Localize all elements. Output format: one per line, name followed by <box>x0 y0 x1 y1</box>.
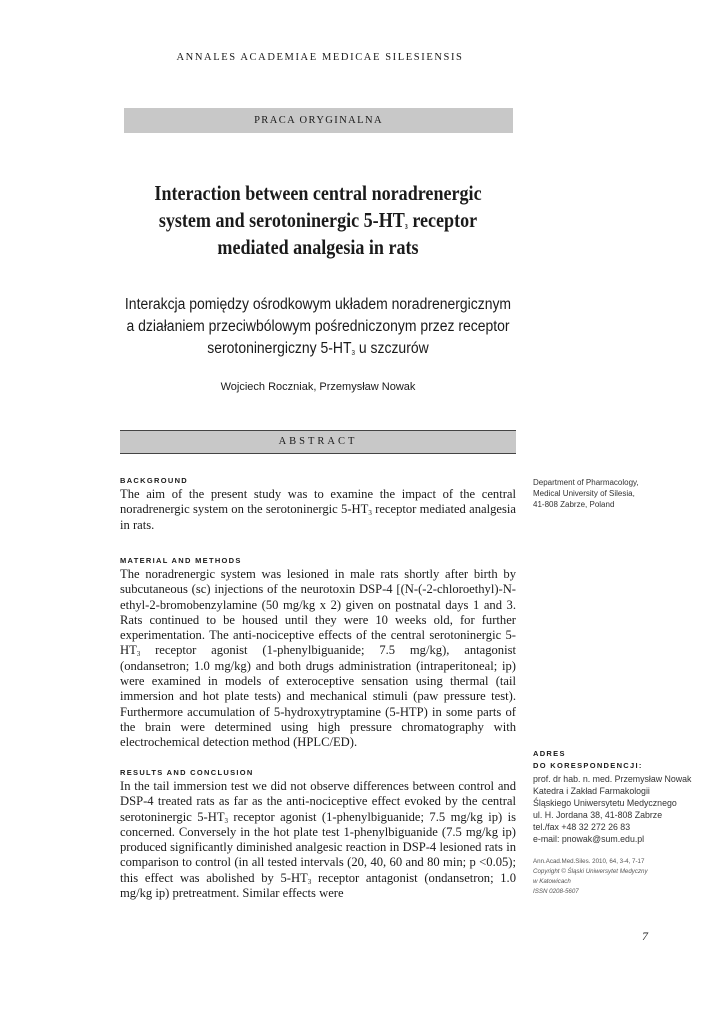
abstract-banner: ABSTRACT <box>120 430 516 454</box>
results-subscript-2: 3 <box>307 877 312 886</box>
results-text-start: In the tail immersion test we did not observe differences between control and DSP-4 treated rats as far as the anti-nociceptive effect evoked by the central serotoninergic 5-HT <box>120 779 516 824</box>
results-text-middle: receptor agonist (1-phenylbiguanide; 7.5 mg/kg ip) is concerned. Conversely in the hot plate test 1-phenylbiguanide (7.5 mg/kg ip) produced significantly diminished analgesic reaction in DSP-4 lesioned rats in comparison to control (in all tested intervals (20, 40, 60 and 80 min; p <0.05); this effect was abolished by 5-HT <box>120 809 516 885</box>
results-text <box>120 779 516 901</box>
title-pl-line-3-end: u szczurów <box>355 340 429 357</box>
background-text-end: receptor mediated analgesia in rats. <box>120 502 517 532</box>
article-title-polish <box>122 294 514 360</box>
correspondence-heading-line-1: ADRES <box>533 749 566 758</box>
copyright-line: w Katowicach <box>533 878 571 885</box>
authors: Wojciech Roczniak, Przemysław Nowak <box>220 381 416 393</box>
title-line-1: Interaction between central noradrenergic <box>154 181 482 205</box>
background-text <box>120 487 516 533</box>
correspondence-line: Śląskiego Uniwersytetu Medycznego <box>533 798 677 808</box>
methods-text-start: The noradrenergic system was lesioned in male rats shortly after birth by subcutaneous (sc) injections of the neurotoxin DSP-4 [(N-(-2-chloroethyl)-N-ethyl-2-bromobenzylamine (50 mg/kg x 2) given on postnatal days 1 and 3. Rats continued to be housed until they were 10 weeks old, for further experimentation. The anti-nociceptive effects of the central serotoninergic 5-HT <box>120 567 516 658</box>
background-subscript: 3 <box>368 509 372 518</box>
title-pl-line-3-text: serotoninergiczny 5-HT <box>207 340 352 357</box>
copyright-line: Copyright © Śląski Uniwersytet Medyczny <box>533 868 648 875</box>
title-line-2-text: system and serotoninergic 5-HT <box>158 208 405 232</box>
issn: ISSN 0208-5607 <box>533 888 579 895</box>
affiliation-line: Medical University of Silesia, <box>533 489 635 498</box>
correspondence-heading <box>533 748 643 772</box>
methods-subscript: 3 <box>136 650 141 659</box>
methods-heading: MATERIAL AND METHODS <box>120 556 242 565</box>
title-pl-subscript: 3 <box>351 350 356 357</box>
citation-info <box>533 857 693 897</box>
title-line-2-end: receptor <box>407 208 478 232</box>
article-type-banner: PRACA ORYGINALNA <box>124 108 513 133</box>
citation-reference: Ann.Acad.Med.Siles. 2010, 64, 3-4, 7-17 <box>533 858 645 865</box>
correspondence-line: ul. H. Jordana 38, 41-808 Zabrze <box>533 810 663 820</box>
journal-name: ANNALES ACADEMIAE MEDICAE SILESIENSIS <box>176 52 464 63</box>
correspondence-line: prof. dr hab. n. med. Przemysław Nowak <box>533 774 692 784</box>
page-number: 7 <box>642 929 648 943</box>
correspondence-email: e-mail: pnowak@sum.edu.pl <box>533 834 645 844</box>
title-line-2 <box>148 207 489 234</box>
correspondence-line: tel./fax +48 32 272 26 83 <box>533 822 631 832</box>
title-line-3: mediated analgesia in rats <box>217 235 419 259</box>
title-subscript: 3 <box>404 223 408 231</box>
results-subscript: 3 <box>224 816 229 825</box>
background-heading: BACKGROUND <box>120 476 188 485</box>
results-heading: RESULTS AND CONCLUSION <box>120 768 254 777</box>
correspondence-address <box>533 773 693 845</box>
affiliation-line: Department of Pharmacology, <box>533 478 639 487</box>
methods-text-end: receptor agonist (1-phenylbiguanide; 7.5 mg/kg), antagonist (ondansetron; 1.0 mg/kg) and both drugs administration (intraperitoneal; ip) were examined in models of exteroceptive sensation using thermal (tail immersion and hot plate tests) and mechanical stimuli (paw pressure test). Furthermore accumulation of 5-hydroxytryptamine (5-HTP) in some parts of the brain were determined using high pressure chromatography with electrochemical detection method (HPLC/ED). <box>120 643 516 750</box>
background-text-start: The aim of the present study was to examine the impact of the central noradrenergic system on the serotoninergic 5-HT <box>120 487 516 517</box>
affiliation <box>533 477 683 510</box>
results-text-end: receptor antagonist (ondansetron; 1.0 mg/kg ip) pretreatment. Similar effects were <box>120 870 516 901</box>
article-title <box>148 180 489 261</box>
title-pl-line-3 <box>122 338 514 360</box>
title-pl-line-2: a działaniem przeciwbólowym pośredniczonym przez receptor <box>126 318 510 335</box>
title-pl-line-1: Interakcja pomiędzy ośrodkowym układem noradrenergicznym <box>124 296 512 313</box>
correspondence-heading-line-2: DO KORESPONDENCJI: <box>533 761 643 770</box>
correspondence-line: Katedra i Zakład Farmakologii <box>533 786 650 796</box>
affiliation-line: 41-808 Zabrze, Poland <box>533 500 615 509</box>
methods-text <box>120 567 516 751</box>
